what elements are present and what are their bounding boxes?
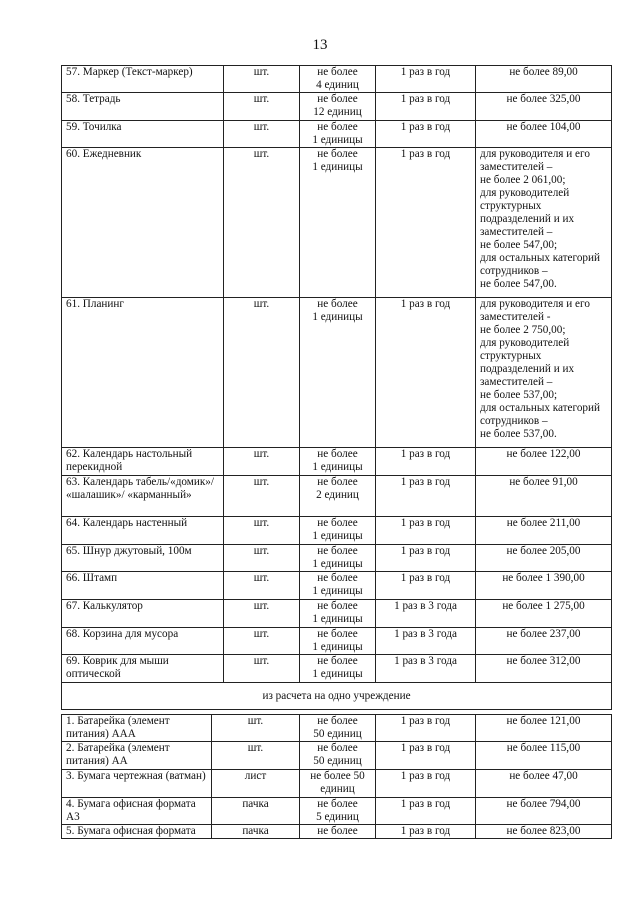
item-name-cell: 4. Бумага офисная формата А3 bbox=[62, 798, 212, 825]
price-cell: не более 104,00 bbox=[476, 121, 612, 148]
table-row bbox=[62, 517, 612, 545]
frequency-cell: 1 раз в год bbox=[376, 93, 476, 121]
quantity-cell: не более 50 единиц bbox=[300, 715, 376, 742]
frequency-cell: 1 раз в год bbox=[376, 798, 476, 825]
frequency-cell: 1 раз в год bbox=[376, 298, 476, 448]
item-name-cell: 1. Батарейка (элемент питания) ААА bbox=[62, 715, 212, 742]
price-cell: не более 1 275,00 bbox=[476, 600, 612, 628]
unit-cell: шт. bbox=[224, 600, 300, 628]
price-cell: не более 823,00 bbox=[476, 825, 612, 839]
quantity-cell: не более bbox=[300, 825, 376, 839]
item-name-cell: 59. Точилка bbox=[62, 121, 224, 148]
frequency-cell: 1 раз в 3 года bbox=[376, 600, 476, 628]
quantity-cell: не более 1 единицы bbox=[300, 628, 376, 655]
item-name-cell: 67. Калькулятор bbox=[62, 600, 224, 628]
table-row bbox=[62, 298, 612, 448]
quantity-cell: не более 1 единицы bbox=[300, 298, 376, 448]
supplies-table-part-2 bbox=[61, 714, 612, 839]
quantity-cell: не более 1 единицы bbox=[300, 572, 376, 600]
unit-cell: лист bbox=[212, 770, 300, 798]
frequency-cell: 1 раз в год bbox=[376, 148, 476, 298]
table-row bbox=[62, 825, 612, 839]
unit-cell: шт. bbox=[224, 298, 300, 448]
price-cell: не более 91,00 bbox=[476, 476, 612, 517]
frequency-cell: 1 раз в 3 года bbox=[376, 628, 476, 655]
item-name-cell: 5. Бумага офисная формата bbox=[62, 825, 212, 839]
frequency-cell: 1 раз в год bbox=[376, 572, 476, 600]
item-name-cell: 62. Календарь настольный перекидной bbox=[62, 448, 224, 476]
quantity-cell: не более 1 единицы bbox=[300, 600, 376, 628]
table-row bbox=[62, 121, 612, 148]
quantity-cell: не более 12 единиц bbox=[300, 93, 376, 121]
quantity-cell: не более 50 единиц bbox=[300, 770, 376, 798]
table-row bbox=[62, 148, 612, 298]
unit-cell: шт. bbox=[224, 572, 300, 600]
frequency-cell: 1 раз в год bbox=[376, 448, 476, 476]
item-name-cell: 63. Календарь табель/«домик»/ «шалашик»/ «карманный» bbox=[62, 476, 224, 517]
quantity-cell: не более 1 единицы bbox=[300, 121, 376, 148]
price-cell: не более 312,00 bbox=[476, 655, 612, 683]
quantity-cell: не более 1 единицы bbox=[300, 448, 376, 476]
frequency-cell: 1 раз в год bbox=[376, 770, 476, 798]
price-cell: не более 47,00 bbox=[476, 770, 612, 798]
quantity-cell: не более 1 единицы bbox=[300, 517, 376, 545]
frequency-cell: 1 раз в год bbox=[376, 66, 476, 93]
item-name-cell: 58. Тетрадь bbox=[62, 93, 224, 121]
quantity-cell: не более 1 единицы bbox=[300, 148, 376, 298]
page-number: 13 bbox=[312, 37, 328, 53]
quantity-cell: не более 4 единиц bbox=[300, 66, 376, 93]
frequency-cell: 1 раз в год bbox=[376, 825, 476, 839]
frequency-cell: 1 раз в год bbox=[376, 715, 476, 742]
table-row bbox=[62, 600, 612, 628]
unit-cell: шт. bbox=[212, 715, 300, 742]
price-cell: не более 115,00 bbox=[476, 742, 612, 770]
item-name-cell: 57. Маркер (Текст-маркер) bbox=[62, 66, 224, 93]
table-row bbox=[62, 476, 612, 517]
item-name-cell: 60. Ежедневник bbox=[62, 148, 224, 298]
quantity-cell: не более 1 единицы bbox=[300, 655, 376, 683]
frequency-cell: 1 раз в год bbox=[376, 121, 476, 148]
frequency-cell: 1 раз в год bbox=[376, 545, 476, 572]
unit-cell: шт. bbox=[224, 517, 300, 545]
item-name-cell: 3. Бумага чертежная (ватман) bbox=[62, 770, 212, 798]
unit-cell: пачка bbox=[212, 825, 300, 839]
price-cell: не более 121,00 bbox=[476, 715, 612, 742]
unit-cell: шт. bbox=[224, 148, 300, 298]
table-row bbox=[62, 798, 612, 825]
table-row bbox=[62, 655, 612, 683]
item-name-cell: 66. Штамп bbox=[62, 572, 224, 600]
item-name-cell: 65. Шнур джутовый, 100м bbox=[62, 545, 224, 572]
frequency-cell: 1 раз в 3 года bbox=[376, 655, 476, 683]
price-cell: не более 794,00 bbox=[476, 798, 612, 825]
table-row bbox=[62, 742, 612, 770]
section-label: из расчета на одно учреждение bbox=[62, 683, 612, 710]
price-cell: для руководителя и его заместителей - не более 2 750,00; для руководителей структурных подразделений и их заместителей – не более 537,00; для остальных категорий сотрудников – не более 537,00. bbox=[476, 298, 612, 448]
price-cell: не более 89,00 bbox=[476, 66, 612, 93]
frequency-cell: 1 раз в год bbox=[376, 742, 476, 770]
unit-cell: шт. bbox=[224, 476, 300, 517]
item-name-cell: 64. Календарь настенный bbox=[62, 517, 224, 545]
price-cell: не более 237,00 bbox=[476, 628, 612, 655]
unit-cell: пачка bbox=[212, 798, 300, 825]
unit-cell: шт. bbox=[224, 655, 300, 683]
unit-cell: шт. bbox=[224, 448, 300, 476]
item-name-cell: 2. Батарейка (элемент питания) АА bbox=[62, 742, 212, 770]
quantity-cell: не более 1 единицы bbox=[300, 545, 376, 572]
unit-cell: шт. bbox=[224, 121, 300, 148]
quantity-cell: не более 5 единиц bbox=[300, 798, 376, 825]
price-cell: не более 205,00 bbox=[476, 545, 612, 572]
item-name-cell: 61. Планинг bbox=[62, 298, 224, 448]
price-cell: не более 325,00 bbox=[476, 93, 612, 121]
table-row bbox=[62, 628, 612, 655]
price-cell: не более 122,00 bbox=[476, 448, 612, 476]
section-row bbox=[62, 683, 612, 710]
unit-cell: шт. bbox=[224, 545, 300, 572]
table-row bbox=[62, 66, 612, 93]
unit-cell: шт. bbox=[224, 93, 300, 121]
unit-cell: шт. bbox=[224, 628, 300, 655]
supplies-table-part-1 bbox=[61, 65, 612, 710]
unit-cell: шт. bbox=[212, 742, 300, 770]
price-cell: не более 1 390,00 bbox=[476, 572, 612, 600]
table-row bbox=[62, 715, 612, 742]
table-row bbox=[62, 93, 612, 121]
frequency-cell: 1 раз в год bbox=[376, 476, 476, 517]
quantity-cell: не более 2 единиц bbox=[300, 476, 376, 517]
table-row bbox=[62, 545, 612, 572]
frequency-cell: 1 раз в год bbox=[376, 517, 476, 545]
unit-cell: шт. bbox=[224, 66, 300, 93]
item-name-cell: 69. Коврик для мыши оптической bbox=[62, 655, 224, 683]
price-cell: не более 211,00 bbox=[476, 517, 612, 545]
item-name-cell: 68. Корзина для мусора bbox=[62, 628, 224, 655]
price-cell: для руководителя и его заместителей – не более 2 061,00; для руководителей структурных подразделений и их заместителей – не более 547,00; для остальных категорий сотрудников – не более 547,00. bbox=[476, 148, 612, 298]
table-row bbox=[62, 448, 612, 476]
table-row bbox=[62, 770, 612, 798]
quantity-cell: не более 50 единиц bbox=[300, 742, 376, 770]
table-row bbox=[62, 572, 612, 600]
